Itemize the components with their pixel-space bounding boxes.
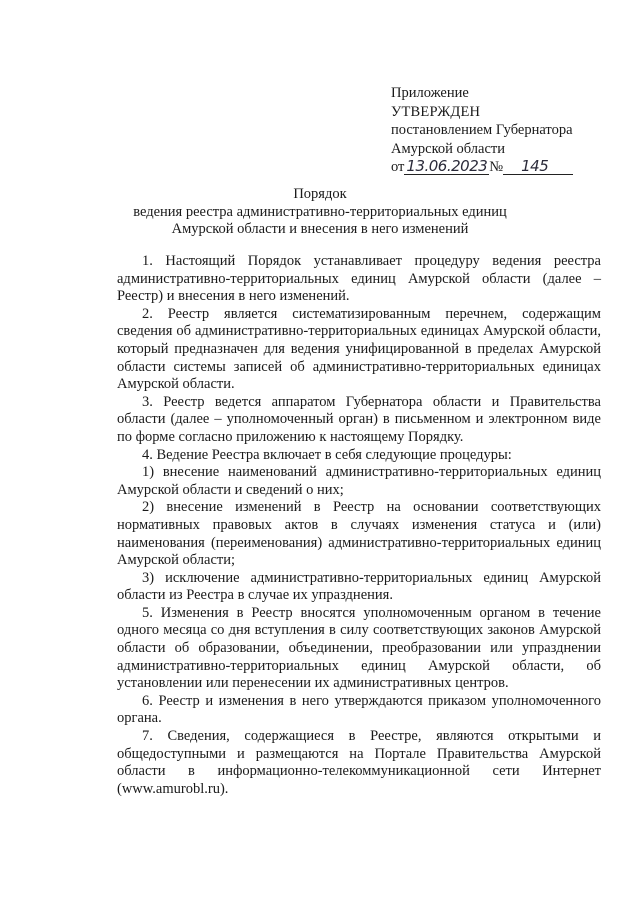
date-prefix: от <box>391 159 405 175</box>
paragraph-5: 5. Изменения в Реестр вносятся уполномоченным органом в течение одного месяца со дня вступления в силу соответствующих законов Амурской области об образовании, объединении, преобразовании или упразднении административно-территориальных единиц Амурской области, об установлении или перенесении их административных центров. <box>117 604 601 692</box>
paragraph-3: 3. Реестр ведется аппаратом Губернатора области и Правительства области (далее – уполномоченный орган) в письменном и электронном виде по форме согласно приложению к настоящему Порядку. <box>117 393 601 445</box>
handwritten-date: 13.06.2023 <box>406 157 488 175</box>
paragraph-4: 4. Ведение Реестра включает в себя следующие процедуры: <box>142 446 512 463</box>
paragraph-6: 6. Реестр и изменения в него утверждаются приказом уполномоченного органа. <box>117 692 601 727</box>
document-body <box>117 253 601 798</box>
title-line-2: ведения реестра административно-территориальных единиц <box>133 203 507 220</box>
date-number-line <box>391 158 573 177</box>
approval-block <box>391 84 573 177</box>
approved-label: УТВЕРЖДЕН <box>391 103 481 120</box>
paragraph-2: 2. Реестр является систематизированным перечнем, содержащим сведения об административно-территориальных единицах Амурской области, который предназначен для ведения унифицированной в пределах Амурской области системы записей об административно-территориальных единицах Амурской области. <box>117 305 601 393</box>
appendix-label: Приложение <box>391 85 469 101</box>
paragraph-4-item-3: 3) исключение административно-территориальных единиц Амурской области из Реестра в случае их упразднения. <box>117 569 601 604</box>
region-label: Амурской области <box>391 140 505 157</box>
paragraph-1: 1. Настоящий Порядок устанавливает процедуру ведения реестра административно-территориальных единиц Амурской области (далее – Реестр) и внесения в него изменений. <box>117 253 601 305</box>
paragraph-4-item-1: 1) внесение наименований административно-территориальных единиц Амурской области и сведений о них; <box>117 464 601 498</box>
title-line-1: Порядок <box>293 186 347 202</box>
title-line-3: Амурской области и внесения в него изменений <box>171 221 469 237</box>
handwritten-number: 145 <box>503 159 573 175</box>
paragraph-4-item-2: 2) внесение изменений в Реестр на основании соответствующих нормативных правовых актов в случаях изменения статуса и (или) наименования (переименования) административно-территориальных единиц Амурской области; <box>117 499 601 569</box>
paragraph-7: 7. Сведения, содержащиеся в Реестре, являются открытыми и общедоступными и размещаются на Портале Правительства Амурской области в информационно-телекоммуникационной сети Интернет (www.amurobl.ru). <box>117 728 601 797</box>
approved-by-label: постановлением Губернатора <box>391 122 573 138</box>
document-title <box>0 186 640 239</box>
number-sign: № <box>489 159 504 175</box>
